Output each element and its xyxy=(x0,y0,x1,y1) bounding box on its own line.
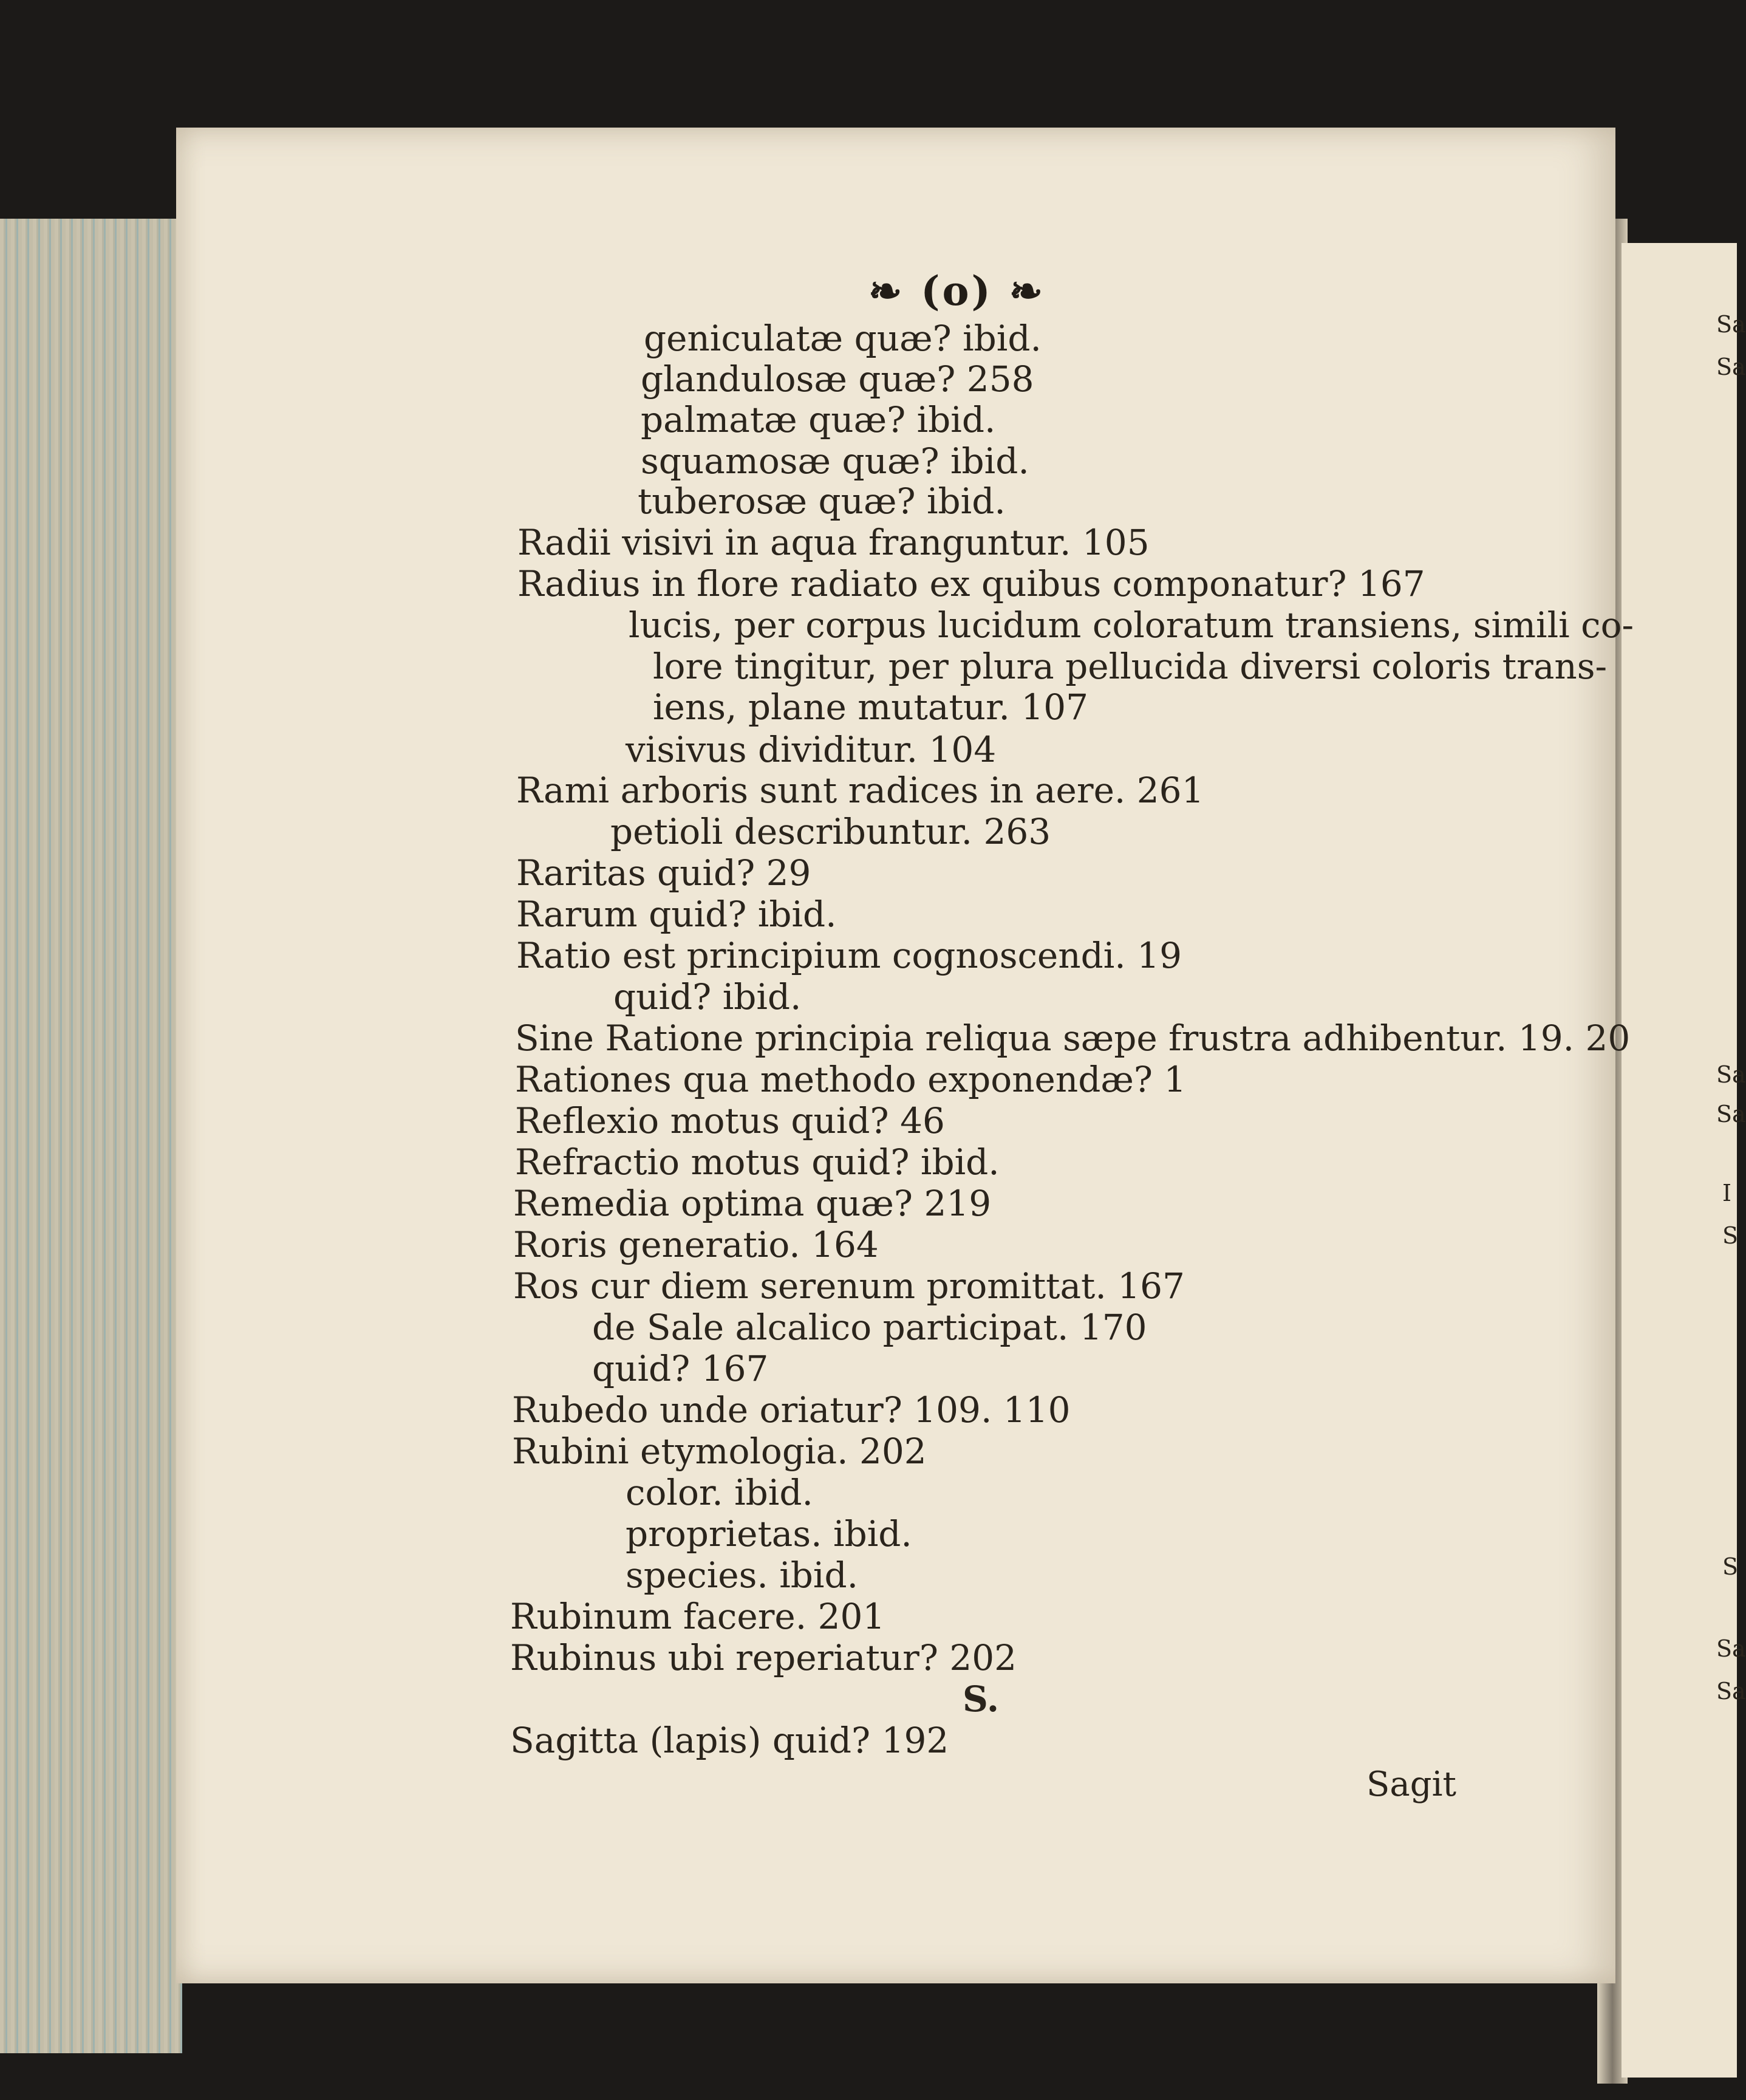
index-entry: petioli describuntur. 263 xyxy=(610,811,1051,852)
index-entry: Rubinus ubi reperiatur? 202 xyxy=(510,1637,1017,1678)
index-entry: Roris generatio. 164 xyxy=(513,1224,879,1265)
index-entry: Rationes qua methodo exponendæ? 1 xyxy=(515,1059,1187,1100)
index-entry: Refractio motus quid? ibid. xyxy=(515,1141,1000,1183)
index-entry: Rubedo unde oriatur? 109. 110 xyxy=(512,1389,1071,1431)
index-entry: Sagitta (lapis) quid? 192 xyxy=(510,1720,949,1761)
index-entry: visivus dividitur. 104 xyxy=(626,729,997,770)
index-entry: glandulosæ quæ? 258 xyxy=(641,358,1034,400)
index-entry: Ros cur diem serenum promittat. 167 xyxy=(513,1265,1185,1307)
index-entry: Remedia optima quæ? 219 xyxy=(513,1183,992,1224)
page-header: ❧ (o) ❧ xyxy=(868,267,1046,315)
index-entry: lucis, per corpus lucidum coloratum transiens, simili co- xyxy=(629,604,1634,646)
fragment: S xyxy=(1722,1553,1739,1580)
fragment: Sa xyxy=(1716,1061,1746,1088)
index-entry: Rami arboris sunt radices in aere. 261 xyxy=(516,770,1204,811)
fragment: I xyxy=(1722,1180,1732,1206)
fragment: Sa xyxy=(1716,1678,1746,1705)
section-letter: S. xyxy=(963,1678,1000,1720)
fragment: Sa xyxy=(1716,1101,1746,1127)
index-entry: quid? ibid. xyxy=(613,976,802,1018)
index-entry: palmatæ quæ? ibid. xyxy=(641,399,996,440)
index-entry: Rubini etymologia. 202 xyxy=(512,1431,927,1472)
index-entry: tuberosæ quæ? ibid. xyxy=(638,481,1006,522)
catchword: Sagit xyxy=(1366,1765,1457,1804)
index-entry: lore tingitur, per plura pellucida diversi coloris trans- xyxy=(653,646,1608,687)
index-entry: quid? 167 xyxy=(592,1348,769,1389)
index-entry: proprietas. ibid. xyxy=(626,1513,912,1554)
fragment: Sa xyxy=(1716,354,1746,380)
index-entry: color. ibid. xyxy=(626,1472,813,1513)
index-entry: Radius in flore radiato ex quibus componatur? 167 xyxy=(517,563,1425,604)
index-entry: squamosæ quæ? ibid. xyxy=(641,440,1029,482)
index-entry: Rarum quid? ibid. xyxy=(516,894,837,935)
index-entry: Rubinum facere. 201 xyxy=(510,1596,885,1637)
fragment: S xyxy=(1722,1222,1739,1249)
index-entry: iens, plane mutatur. 107 xyxy=(653,686,1089,728)
index-entry: Radii visivi in aqua franguntur. 105 xyxy=(517,522,1150,563)
index-entry: Ratio est principium cognoscendi. 19 xyxy=(516,935,1182,976)
fragment: Sa xyxy=(1716,311,1746,338)
index-entry: Raritas quid? 29 xyxy=(516,852,811,894)
facing-page xyxy=(1622,243,1737,2078)
fragment: Sa xyxy=(1716,1635,1746,1662)
index-entry: species. ibid. xyxy=(626,1554,859,1596)
index-entry: geniculatæ quæ? ibid. xyxy=(644,318,1042,359)
page-edges xyxy=(0,219,182,2053)
index-entry: Sine Ratione principia reliqua sæpe frustra adhibentur. 19. 20 xyxy=(515,1018,1631,1059)
index-entry: de Sale alcalico participat. 170 xyxy=(592,1307,1147,1348)
index-entry: Reflexio motus quid? 46 xyxy=(515,1100,945,1141)
